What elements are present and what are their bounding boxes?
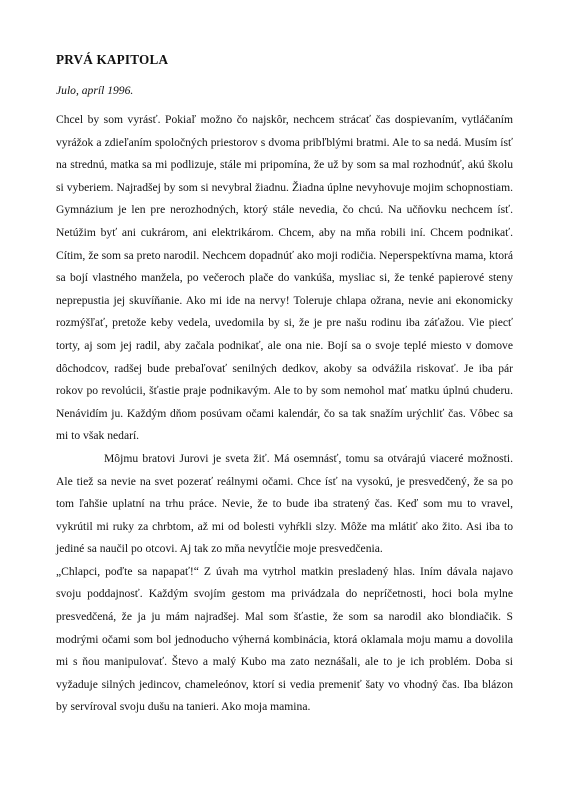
chapter-title: PRVÁ KAPITOLA	[56, 52, 169, 67]
paragraph-1: Chcel by som vyrásť. Pokiaľ možno čo najskôr, nechcem strácať čas dospievaním, vytláčaním vyrážok a zdieľaním spoločných priestorov s dvoma pribľblými bratmi. Ale to sa nedá. Musím ísť na strednú, matka sa mi podlizuje, stále mi pripomína, že už by som sa mal rozhodnúť, akú školu si vyberiem. Najradšej by som si nevybral žiadnu. Žiadna úplne nevyhovuje mojim schopnostiam. Gymnázium je len pre nerozhodných, ktorý stále nevedia, čo chcú. Na učňovku nechcem ísť. Netúžim byť ani cukrárom, ani elektrikárom. Chcem, aby na mňa robili iní. Chcem podnikať. Cítim, že som sa preto narodil. Nechcem dopadnúť ako moji rodičia. Neperspektívna mama, ktorá sa bojí vlastného manžela, po večeroch plače do vankúša, mysliac si, že tenké papierové steny neprepustia jej skuvíňanie. Ako mi ide na nervy! Toleruje chlapa ožrana, nevie ani ekonomicky rozmýšľať, pretože keby vedela, uvedomila by si, že je pre našu rodinu iba záťažou. Vie piecť torty, aj som jej radil, aby začala podnikať, ale ona nie. Bojí sa o svoje teplé miesto v domove dôchodcov, radšej bude prebaľovať senilných dedkov, akoby sa odvážila riskovať. Je iba pár rokov po revolúcii, šťastie praje podnikavým. Ale to by som nemohol mať matku úplnú chuderu. Nenávidím ju. Každým dňom posúvam očami kalendár, čo sa tak snažím urýchliť čas. Vôbec sa mi to však nedarí.	[56, 113, 513, 443]
paragraph-2: Môjmu bratovi Jurovi je sveta žiť. Má osemnásť, tomu sa otvárajú viaceré možnosti. Ale tiež sa nevie na svet pozerať reálnymi očami. Chce ísť na vysokú, je presvedčený, že sa po tom ľahšie uplatní na trhu práce. Nevie, že to bude iba stratený čas. Keď som mu to vravel, vykrútil mi ruky za chrbtom, až mi od bolesti vyhŕkli slzy. Môže ma mlátiť ako žito. Asi iba to jediné sa naučil po otcovi. Aj tak zo mňa nevytĺčie moje presvedčenia.	[56, 451, 513, 556]
paragraph-3: „Chlapci, poďte sa napapať!“ Z úvah ma vytrhol matkin presladený hlas. Iním dávala najavo svoju poddajnosť. Každým svojím gestom ma privádzala do nepríčetnosti, hoci bola mylne presvedčená, že ja ju mám najradšej. Mal som šťastie, že som sa narodil ako blondiačik. S modrými očami som bol jednoducho výherná kombinácia, ktorá oklamala moju mamu a dovolila mi s ňou manipulovať. Števo a malý Kubo ma zato neznášali, ale to je ich problém. Doba si vyžaduje silných jedincov, chameleónov, ktorí si vedia premeniť šaty vo vhodný čas. Iba blázon by servíroval svoju dušu na tanieri. Ako moja mamina.	[56, 564, 513, 714]
dateline: Julo, apríl 1996.	[56, 84, 134, 97]
